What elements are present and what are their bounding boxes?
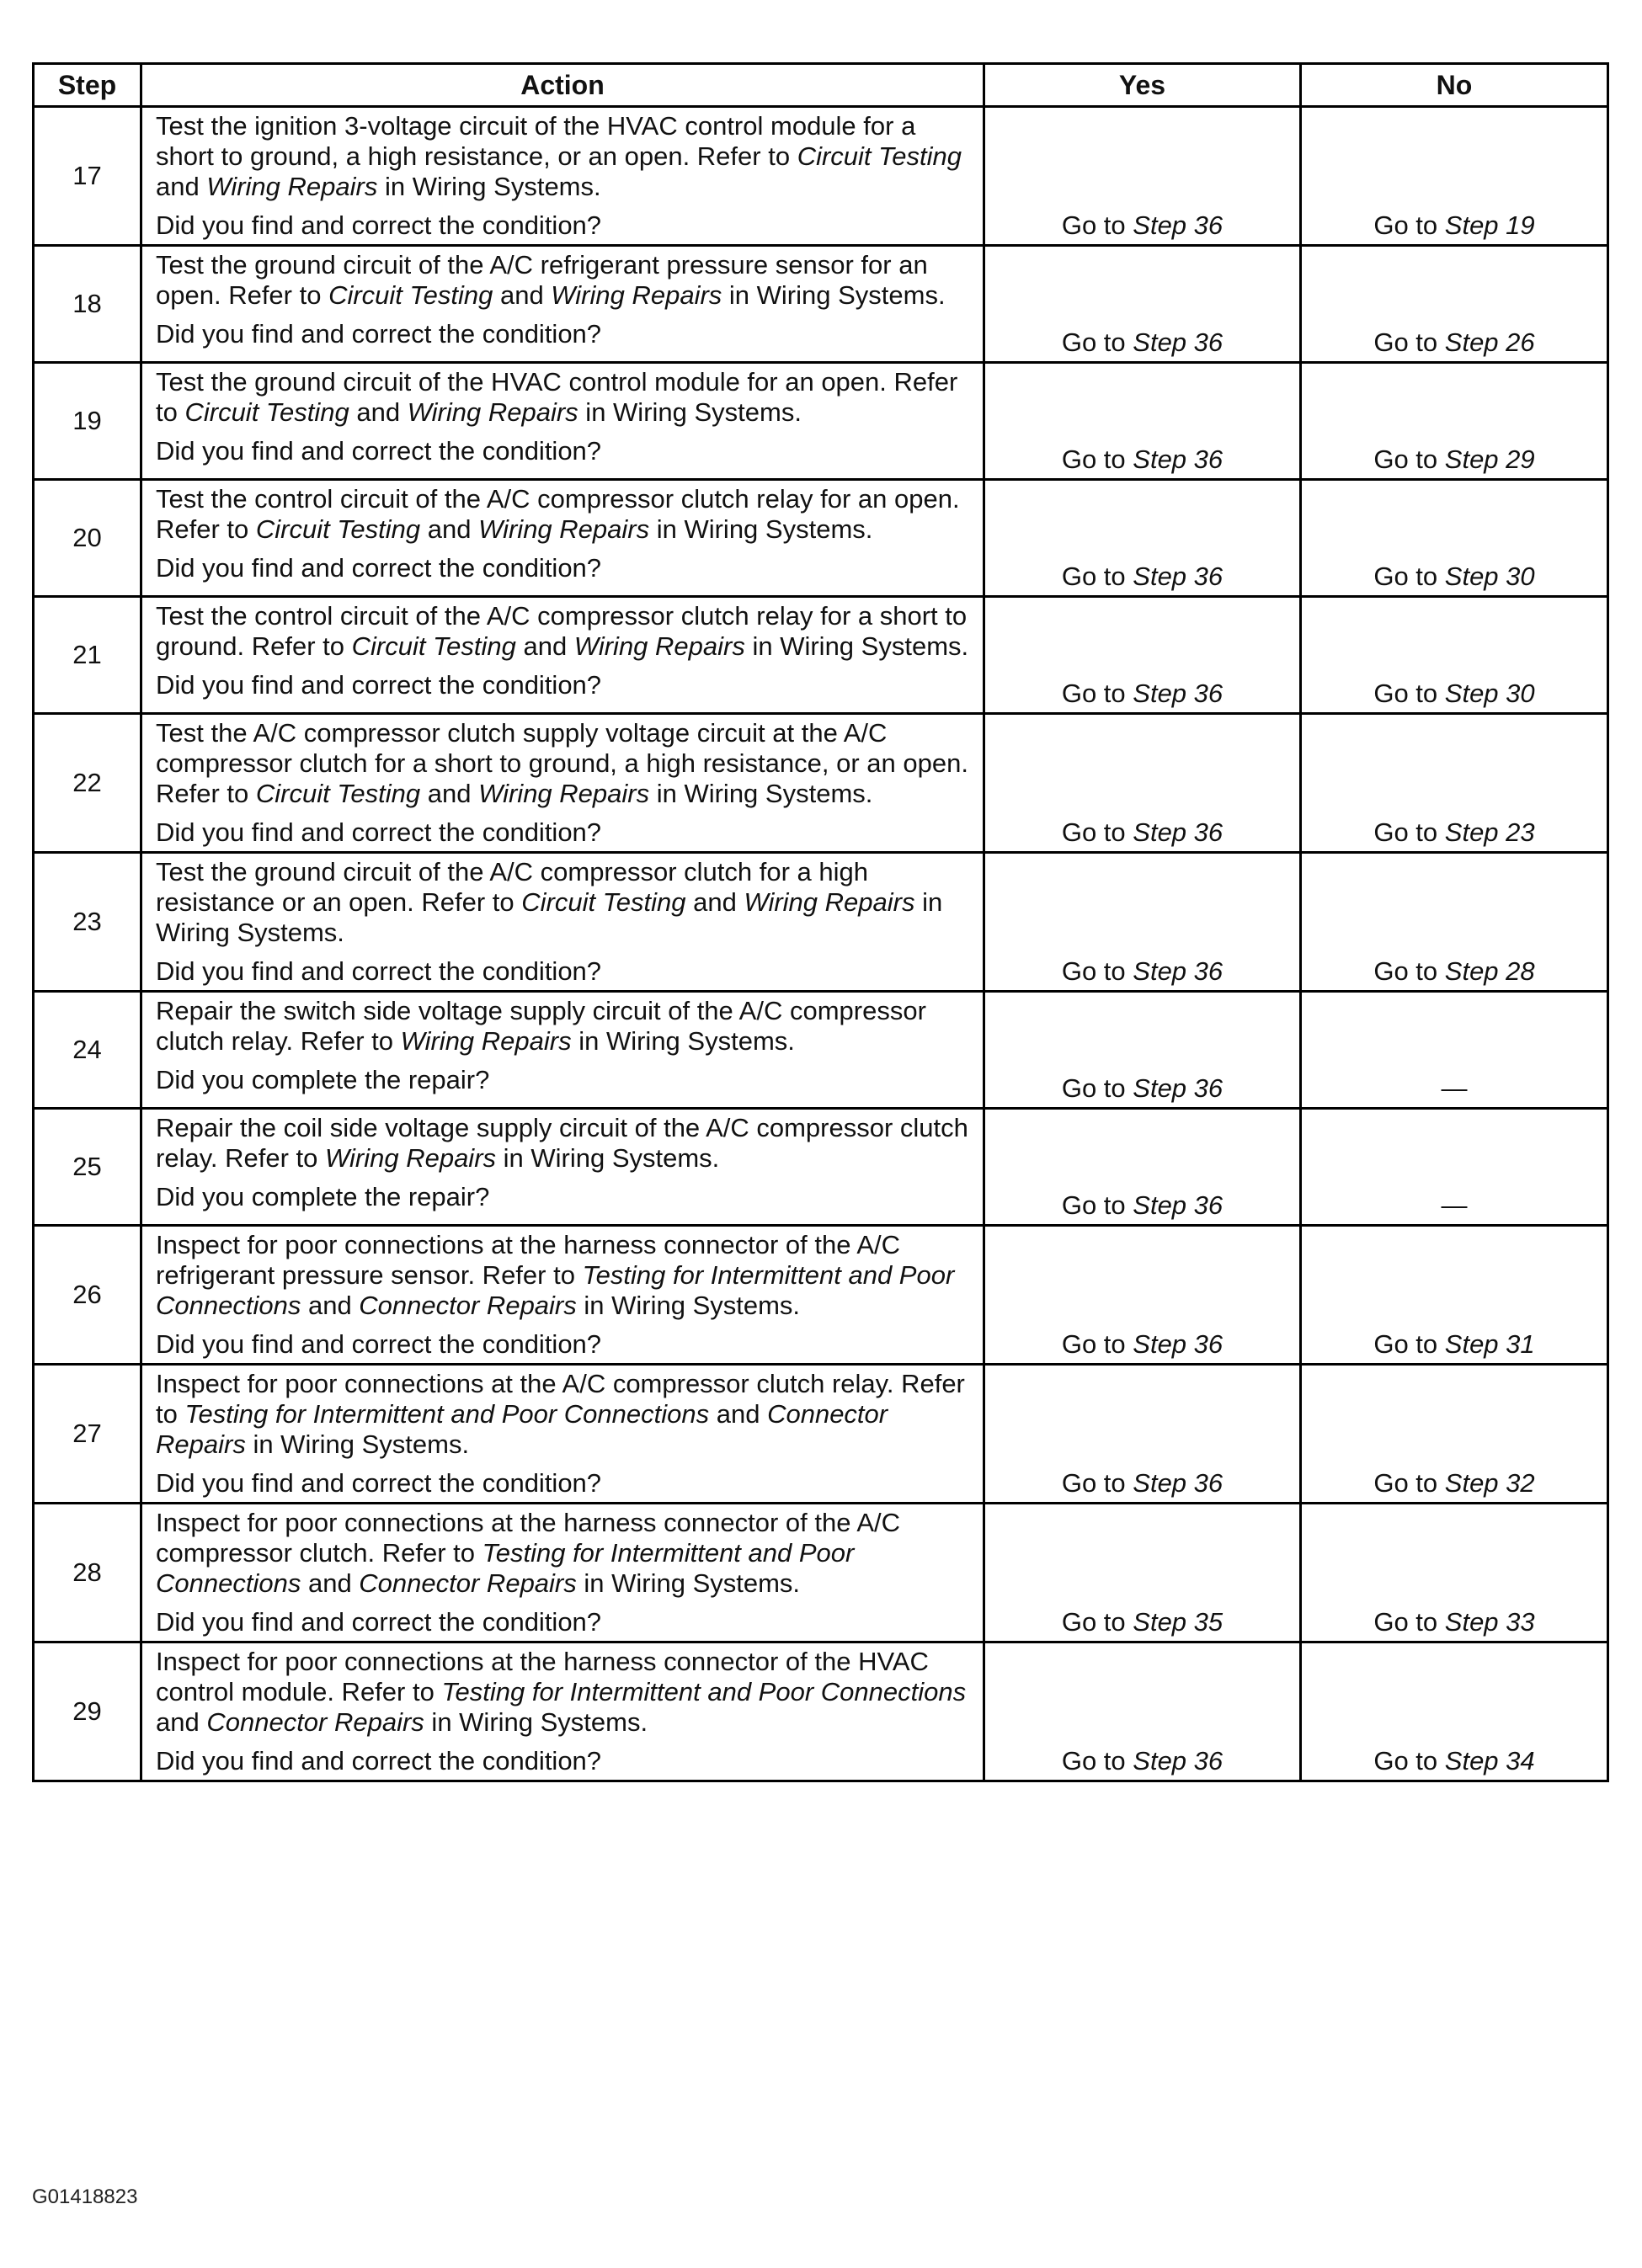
instruction-text: in Wiring Systems.: [649, 514, 873, 544]
no-step-link: Step 30: [1444, 679, 1535, 708]
instruction-text: Repair the coil side voltage supply circuit of the A/C compressor clutch relay. Refer to: [156, 1113, 968, 1173]
table-row: [34, 1109, 1608, 1226]
no-prefix: —: [1441, 1190, 1468, 1220]
action-cell: [141, 597, 984, 714]
instruction-text: and: [156, 1707, 207, 1737]
no-step-link: Step 31: [1444, 1329, 1535, 1359]
no-result: [1301, 853, 1608, 992]
instruction-text: Test the control circuit of the A/C compressor clutch relay for a short to ground. Refer to: [156, 601, 968, 661]
question-text: Did you complete the repair?: [156, 1065, 490, 1094]
question-text: Did you find and correct the condition?: [156, 553, 602, 583]
table-row: [34, 853, 1608, 992]
no-prefix: Go to: [1373, 327, 1445, 357]
reference-text: Connector Repairs: [206, 1707, 424, 1737]
no-prefix: Go to: [1373, 1746, 1445, 1776]
instruction-text: and: [685, 887, 744, 917]
no-result: [1301, 1109, 1608, 1226]
yes-prefix: Go to: [1061, 956, 1133, 986]
header-row: [34, 64, 1608, 107]
yes-prefix: Go to: [1061, 1468, 1133, 1498]
yes-step-link: Step 36: [1133, 445, 1224, 474]
yes-result: [984, 363, 1301, 480]
yes-prefix: Go to: [1061, 1329, 1133, 1359]
yes-prefix: Go to: [1061, 562, 1133, 591]
table-row: [34, 480, 1608, 597]
yes-step-link: Step 36: [1133, 956, 1224, 986]
reference-text: Connector Repairs: [359, 1291, 577, 1320]
no-result: [1301, 1365, 1608, 1504]
step-number: 29: [34, 1642, 141, 1781]
reference-text: Connector Repairs: [359, 1568, 577, 1598]
yes-prefix: Go to: [1061, 445, 1133, 474]
no-step-link: Step 23: [1444, 817, 1535, 847]
reference-text: Wiring Repairs: [478, 779, 650, 808]
instruction-text: Test the ground circuit of the A/C compressor clutch for a high resistance or an open. Refer to: [156, 857, 869, 917]
instruction-text: and: [493, 280, 552, 310]
no-result: [1301, 246, 1608, 363]
yes-prefix: Go to: [1061, 1190, 1133, 1220]
no-step-link: Step 28: [1444, 956, 1535, 986]
action-text: [156, 250, 971, 311]
action-cell: [141, 107, 984, 246]
reference-text: Wiring Repairs: [407, 397, 578, 427]
action-text: [156, 857, 971, 948]
no-prefix: Go to: [1373, 956, 1445, 986]
yes-step-link: Step 36: [1133, 1073, 1224, 1103]
reference-text: Testing for Intermittent and Poor Connections: [156, 1538, 855, 1598]
action-text: [156, 1369, 971, 1460]
instruction-text: and: [515, 631, 574, 661]
yes-result: [984, 1504, 1301, 1642]
header-no: No: [1301, 64, 1608, 107]
no-step-link: Step 34: [1444, 1746, 1535, 1776]
question-text: Did you find and correct the condition?: [156, 817, 602, 847]
instruction-text: and: [301, 1568, 360, 1598]
table-row: [34, 597, 1608, 714]
instruction-text: Inspect for poor connections at the harness connector of the A/C refrigerant pressure sensor. Refer to: [156, 1230, 901, 1290]
step-number: 27: [34, 1365, 141, 1504]
yes-prefix: Go to: [1061, 327, 1133, 357]
header-yes: Yes: [984, 64, 1301, 107]
instruction-text: and: [349, 397, 408, 427]
table-row: [34, 363, 1608, 480]
action-text: [156, 1230, 971, 1321]
table-row: [34, 714, 1608, 853]
reference-text: Wiring Repairs: [573, 631, 745, 661]
action-cell: [141, 1642, 984, 1781]
action-text: [156, 601, 971, 662]
no-result: [1301, 1226, 1608, 1365]
instruction-text: and: [709, 1399, 768, 1429]
instruction-text: in Wiring Systems.: [377, 172, 601, 201]
yes-result: [984, 246, 1301, 363]
table-body: [34, 107, 1608, 1781]
step-number: 18: [34, 246, 141, 363]
action-cell: [141, 246, 984, 363]
instruction-text: in Wiring Systems.: [578, 397, 802, 427]
instruction-text: Test the ground circuit of the A/C refrigerant pressure sensor for an open. Refer to: [156, 250, 928, 310]
yes-step-link: Step 36: [1133, 817, 1224, 847]
yes-result: [984, 1642, 1301, 1781]
yes-result: [984, 107, 1301, 246]
question-text: Did you find and correct the condition?: [156, 1746, 602, 1776]
reference-text: Testing for Intermittent and Poor Connections: [184, 1399, 710, 1429]
yes-prefix: Go to: [1061, 1073, 1133, 1103]
reference-text: Circuit Testing: [255, 514, 421, 544]
instruction-text: and: [420, 779, 479, 808]
reference-text: Circuit Testing: [328, 280, 493, 310]
table-row: [34, 1226, 1608, 1365]
yes-result: [984, 714, 1301, 853]
instruction-text: Inspect for poor connections at the A/C compressor clutch relay. Refer to: [156, 1369, 965, 1429]
action-text: [156, 1508, 971, 1599]
instruction-text: Test the ignition 3-voltage circuit of the HVAC control module for a short to ground, a high resistance, or an open. Refer to: [156, 111, 916, 171]
yes-result: [984, 1365, 1301, 1504]
no-result: [1301, 597, 1608, 714]
table-row: [34, 1642, 1608, 1781]
step-number: 21: [34, 597, 141, 714]
action-cell: [141, 1365, 984, 1504]
reference-text: Connector Repairs: [156, 1399, 888, 1459]
instruction-text: in Wiring Systems.: [571, 1026, 795, 1056]
yes-result: [984, 480, 1301, 597]
action-text: [156, 1113, 971, 1174]
step-number: 28: [34, 1504, 141, 1642]
action-cell: [141, 992, 984, 1109]
yes-step-link: Step 36: [1133, 1746, 1224, 1776]
action-cell: [141, 853, 984, 992]
instruction-text: and: [301, 1291, 360, 1320]
no-result: [1301, 363, 1608, 480]
action-cell: [141, 363, 984, 480]
header-action: Action: [141, 64, 984, 107]
action-cell: [141, 1504, 984, 1642]
yes-prefix: Go to: [1061, 1746, 1133, 1776]
yes-result: [984, 853, 1301, 992]
step-number: 24: [34, 992, 141, 1109]
step-number: 22: [34, 714, 141, 853]
yes-step-link: Step 36: [1133, 1329, 1224, 1359]
action-cell: [141, 1109, 984, 1226]
no-step-link: Step 33: [1444, 1607, 1535, 1637]
yes-result: [984, 992, 1301, 1109]
yes-step-link: Step 36: [1133, 210, 1224, 240]
no-prefix: Go to: [1373, 562, 1445, 591]
question-text: Did you find and correct the condition?: [156, 956, 602, 986]
no-prefix: —: [1441, 1073, 1468, 1103]
yes-step-link: Step 36: [1133, 1190, 1224, 1220]
instruction-text: in Wiring Systems.: [744, 631, 969, 661]
question-text: Did you complete the repair?: [156, 1182, 490, 1211]
no-step-link: Step 26: [1444, 327, 1535, 357]
no-result: [1301, 992, 1608, 1109]
reference-text: Testing for Intermittent and Poor Connections: [156, 1260, 955, 1320]
yes-result: [984, 1226, 1301, 1365]
instruction-text: in Wiring Systems.: [245, 1429, 470, 1459]
no-step-link: Step 19: [1444, 210, 1535, 240]
instruction-text: Inspect for poor connections at the harness connector of the HVAC control module. Refer to: [156, 1647, 929, 1706]
step-number: 26: [34, 1226, 141, 1365]
instruction-text: Inspect for poor connections at the harness connector of the A/C compressor clutch. Refer to: [156, 1508, 901, 1568]
yes-prefix: Go to: [1061, 679, 1133, 708]
yes-result: [984, 597, 1301, 714]
step-number: 20: [34, 480, 141, 597]
question-text: Did you find and correct the condition?: [156, 1468, 602, 1498]
reference-text: Testing for Intermittent and Poor Connections: [441, 1677, 967, 1706]
no-result: [1301, 1504, 1608, 1642]
reference-text: Wiring Repairs: [478, 514, 650, 544]
step-number: 23: [34, 853, 141, 992]
question-text: Did you find and correct the condition?: [156, 670, 602, 700]
reference-text: Circuit Testing: [184, 397, 349, 427]
no-prefix: Go to: [1373, 1468, 1445, 1498]
yes-step-link: Step 36: [1133, 679, 1224, 708]
reference-text: Wiring Repairs: [744, 887, 915, 917]
question-text: Did you find and correct the condition?: [156, 436, 602, 466]
action-cell: [141, 1226, 984, 1365]
no-result: [1301, 107, 1608, 246]
yes-step-link: Step 36: [1133, 562, 1224, 591]
reference-text: Circuit Testing: [255, 779, 421, 808]
question-text: Did you find and correct the condition?: [156, 1607, 602, 1637]
instruction-text: in Wiring Systems.: [156, 887, 943, 947]
table-row: [34, 992, 1608, 1109]
no-result: [1301, 480, 1608, 597]
no-prefix: Go to: [1373, 817, 1445, 847]
instruction-text: in Wiring Systems.: [649, 779, 873, 808]
action-text: [156, 1647, 971, 1738]
header-step: Step: [34, 64, 141, 107]
no-result: [1301, 714, 1608, 853]
reference-text: Wiring Repairs: [551, 280, 722, 310]
figure-id: G01418823: [32, 2185, 138, 2208]
action-cell: [141, 480, 984, 597]
step-number: 17: [34, 107, 141, 246]
instruction-text: Test the A/C compressor clutch supply voltage circuit at the A/C compressor clutch for a short to ground, a high resistance, or an open. Refer to: [156, 718, 968, 808]
table-row: [34, 246, 1608, 363]
diagnostic-table: [32, 62, 1609, 1782]
step-number: 19: [34, 363, 141, 480]
no-prefix: Go to: [1373, 679, 1445, 708]
instruction-text: in Wiring Systems.: [576, 1568, 801, 1598]
step-number: 25: [34, 1109, 141, 1226]
instruction-text: in Wiring Systems.: [576, 1291, 801, 1320]
no-prefix: Go to: [1373, 445, 1445, 474]
action-text: [156, 111, 971, 202]
instruction-text: Test the ground circuit of the HVAC control module for an open. Refer to: [156, 367, 958, 427]
action-text: [156, 367, 971, 428]
table-row: [34, 1504, 1608, 1642]
instruction-text: and: [420, 514, 479, 544]
action-text: [156, 718, 971, 809]
action-text: [156, 996, 971, 1057]
question-text: Did you find and correct the condition?: [156, 319, 602, 349]
instruction-text: Repair the switch side voltage supply circuit of the A/C compressor clutch relay. Refer to: [156, 996, 926, 1056]
instruction-text: in Wiring Systems.: [424, 1707, 648, 1737]
table-row: [34, 107, 1608, 246]
yes-prefix: Go to: [1061, 210, 1133, 240]
no-prefix: Go to: [1373, 1607, 1445, 1637]
reference-text: Circuit Testing: [521, 887, 686, 917]
no-step-link: Step 32: [1444, 1468, 1535, 1498]
no-prefix: Go to: [1373, 210, 1445, 240]
instruction-text: in Wiring Systems.: [496, 1143, 720, 1173]
yes-step-link: Step 36: [1133, 327, 1224, 357]
yes-step-link: Step 35: [1133, 1607, 1224, 1637]
yes-prefix: Go to: [1061, 1607, 1133, 1637]
action-text: [156, 484, 971, 545]
instruction-text: in Wiring Systems.: [722, 280, 946, 310]
question-text: Did you find and correct the condition?: [156, 210, 602, 240]
reference-text: Wiring Repairs: [206, 172, 378, 201]
yes-step-link: Step 36: [1133, 1468, 1224, 1498]
instruction-text: and: [156, 172, 207, 201]
yes-prefix: Go to: [1061, 817, 1133, 847]
no-prefix: Go to: [1373, 1329, 1445, 1359]
reference-text: Wiring Repairs: [400, 1026, 572, 1056]
no-step-link: Step 30: [1444, 562, 1535, 591]
reference-text: Circuit Testing: [797, 141, 962, 171]
yes-result: [984, 1109, 1301, 1226]
action-cell: [141, 714, 984, 853]
instruction-text: Test the control circuit of the A/C compressor clutch relay for an open. Refer to: [156, 484, 960, 544]
no-step-link: Step 29: [1444, 445, 1535, 474]
reference-text: Circuit Testing: [351, 631, 516, 661]
question-text: Did you find and correct the condition?: [156, 1329, 602, 1359]
no-result: [1301, 1642, 1608, 1781]
table-row: [34, 1365, 1608, 1504]
reference-text: Wiring Repairs: [325, 1143, 497, 1173]
